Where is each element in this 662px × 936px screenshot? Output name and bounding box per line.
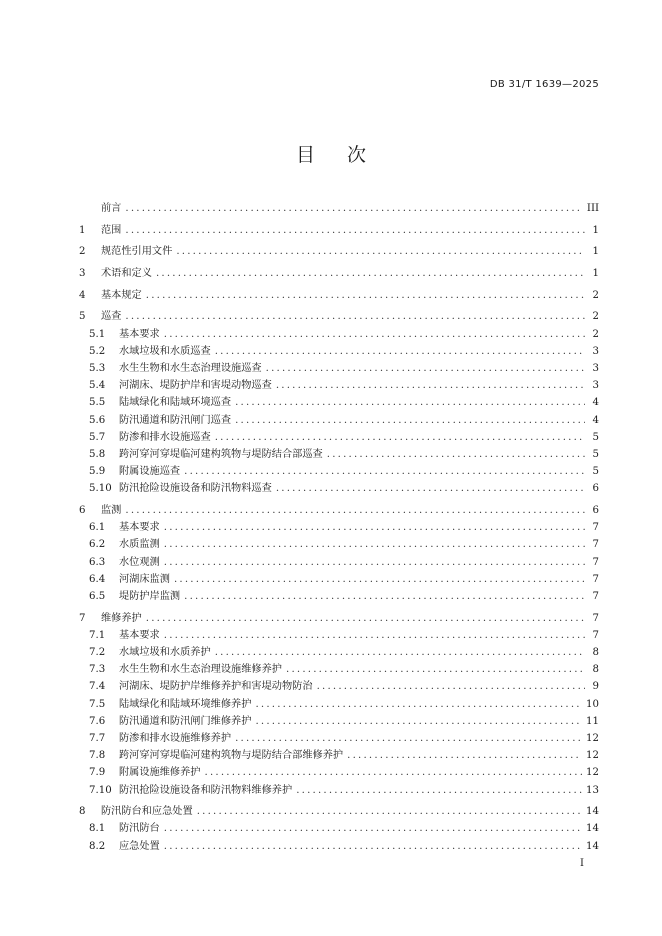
toc-entry-page: 14	[586, 823, 599, 835]
toc-leader-dots	[164, 519, 585, 536]
standard-code: DB 31/T 1639—2025	[489, 79, 599, 90]
toc-entry-number: 5.9	[89, 466, 106, 478]
toc-entry[interactable]	[79, 243, 599, 260]
toc-entry[interactable]	[79, 554, 599, 571]
toc-entry-page: 1	[592, 268, 599, 280]
toc-entry-number: 3	[79, 268, 86, 280]
toc-leader-dots	[235, 730, 582, 747]
toc-entry[interactable]	[79, 412, 599, 429]
toc-leader-dots	[156, 265, 585, 282]
toc-entry[interactable]	[79, 394, 599, 411]
toc-entry-number: 6.4	[89, 573, 106, 585]
toc-entry-title: 防渗和排水设施巡查	[119, 431, 211, 443]
toc-entry-page: 12	[586, 767, 599, 779]
toc-entry-title: 堤防护岸监测	[119, 590, 181, 602]
toc-leader-dots	[266, 360, 585, 377]
toc-entry[interactable]	[79, 360, 599, 377]
toc-entry-page: 1	[592, 246, 599, 258]
toc-leader-dots	[255, 696, 582, 713]
toc-entry-number: 8.1	[89, 823, 106, 835]
toc-entry-number: 6.3	[89, 556, 106, 568]
toc-entry-title: 基本要求	[119, 328, 160, 340]
toc-entry-number: 7.6	[89, 715, 106, 727]
toc-leader-dots	[286, 661, 585, 678]
toc-leader-dots	[215, 343, 585, 360]
toc-entry[interactable]	[79, 480, 599, 497]
toc-entry-number: 7.1	[89, 629, 106, 641]
toc-leader-dots	[197, 803, 582, 820]
toc-entry-page: 5	[592, 431, 599, 443]
toc-leader-dots	[125, 502, 585, 519]
toc-entry-number: 5.6	[89, 414, 106, 426]
toc-entry[interactable]	[79, 287, 599, 304]
toc-entry-title: 防汛抢险设施设备和防汛物料维修养护	[119, 784, 293, 796]
toc-entry[interactable]	[79, 519, 599, 536]
toc-entry-page: 3	[592, 345, 599, 357]
toc-entry[interactable]	[79, 446, 599, 463]
toc-entry-number: 7.4	[89, 681, 106, 693]
toc-entry-number: 6.1	[89, 522, 106, 534]
toc-entry-page: 9	[592, 681, 599, 693]
toc-entry-page: 11	[586, 715, 599, 727]
toc-entry-page: 14	[586, 806, 599, 818]
toc-entry-page: 6	[592, 483, 599, 495]
toc-entry-number: 5.2	[89, 345, 106, 357]
toc-entry-page: III	[586, 203, 599, 214]
toc-entry-title: 附属设施巡查	[119, 466, 181, 478]
toc-entry-page: 4	[592, 414, 599, 426]
toc-entry[interactable]	[79, 713, 599, 730]
toc-entry-number: 6	[79, 505, 86, 516]
table-of-contents	[79, 200, 599, 855]
toc-entry-page: 6	[592, 505, 599, 516]
toc-entry[interactable]	[79, 429, 599, 446]
page-title: 目次	[295, 144, 398, 166]
toc-entry[interactable]	[79, 838, 599, 855]
toc-entry-number: 7.5	[89, 698, 106, 710]
toc-entry[interactable]	[79, 730, 599, 747]
toc-entry-title: 跨河穿河穿堤临河建构筑物与堤防结合部巡查	[119, 448, 323, 460]
toc-entry-title: 防汛抢险设施设备和防汛物料巡查	[119, 483, 272, 495]
toc-entry[interactable]	[79, 764, 599, 781]
toc-entry-title: 水生生物和水生态治理设施维修养护	[119, 664, 282, 676]
toc-entry-title: 术语和定义	[101, 268, 152, 280]
toc-entry[interactable]	[79, 803, 599, 820]
toc-entry-title: 应急处置	[119, 840, 160, 852]
toc-entry-page: 4	[592, 397, 599, 409]
toc-leader-dots	[276, 377, 585, 394]
toc-leader-dots	[184, 463, 585, 480]
toc-entry-number: 5.4	[89, 380, 106, 392]
toc-entry[interactable]	[79, 820, 599, 837]
toc-entry-title: 基本规定	[101, 289, 142, 301]
toc-entry[interactable]	[79, 696, 599, 713]
toc-entry-page: 5	[592, 448, 599, 460]
page-number: I	[580, 858, 584, 869]
toc-entry-title: 防汛通道和防汛闸门维修养护	[119, 715, 252, 727]
toc-leader-dots	[125, 308, 585, 325]
toc-entry-number: 7.7	[89, 732, 106, 744]
toc-entry-number: 5.8	[89, 448, 106, 460]
toc-leader-dots	[215, 429, 585, 446]
toc-entry[interactable]	[79, 265, 599, 282]
toc-leader-dots	[125, 222, 585, 239]
toc-entry-number: 7	[79, 612, 86, 624]
toc-entry-number: 5	[79, 311, 86, 323]
toc-entry-page: 10	[586, 698, 599, 710]
toc-entry-number: 5.7	[89, 431, 106, 443]
toc-entry-number: 1	[79, 224, 86, 236]
toc-entry[interactable]	[79, 463, 599, 480]
toc-leader-dots	[317, 678, 585, 695]
toc-entry-page: 2	[592, 289, 599, 301]
toc-leader-dots	[176, 243, 585, 260]
toc-entry-page: 3	[592, 380, 599, 392]
toc-entry-number: 5.10	[89, 483, 112, 495]
toc-entry-title: 防汛防台和应急处置	[101, 806, 193, 818]
toc-entry[interactable]	[79, 536, 599, 553]
toc-leader-dots	[146, 287, 585, 304]
toc-entry-page: 8	[592, 664, 599, 676]
toc-entry-number: 5.3	[89, 363, 106, 374]
toc-leader-dots	[125, 200, 583, 217]
toc-entry-title: 水域垃圾和水质巡查	[119, 345, 211, 357]
toc-entry-page: 1	[592, 224, 599, 236]
toc-entry-page: 7	[592, 522, 599, 534]
toc-entry-page: 2	[592, 328, 599, 340]
toc-leader-dots	[255, 713, 582, 730]
toc-leader-dots	[347, 747, 582, 764]
toc-leader-dots	[164, 554, 585, 571]
toc-entry-title: 巡查	[101, 311, 122, 323]
toc-entry-page: 12	[586, 732, 599, 744]
toc-entry-number: 7.2	[89, 647, 106, 658]
toc-entry-title: 河湖床、堤防护岸和害堤动物巡查	[119, 380, 272, 392]
toc-entry-page: 7	[592, 556, 599, 568]
toc-entry[interactable]	[79, 502, 599, 519]
toc-entry-number: 4	[79, 289, 86, 301]
toc-entry-title: 陆域绿化和陆域环境巡查	[119, 397, 232, 409]
toc-entry[interactable]	[79, 200, 599, 217]
toc-entry-page: 7	[592, 539, 599, 551]
toc-entry-number: 6.2	[89, 539, 106, 551]
toc-leader-dots	[164, 627, 585, 644]
toc-entry-title: 范围	[101, 224, 122, 236]
toc-entry-title: 河湖床、堤防护岸维修养护和害堤动物防治	[119, 681, 313, 693]
toc-leader-dots	[174, 571, 585, 588]
toc-entry-number: 7.9	[89, 767, 106, 779]
toc-entry[interactable]	[79, 308, 599, 325]
toc-entry-title: 陆域绿化和陆域环境维修养护	[119, 698, 252, 710]
toc-entry-title: 维修养护	[101, 612, 142, 624]
toc-leader-dots	[235, 412, 585, 429]
toc-entry-title: 监测	[101, 505, 122, 516]
toc-entry-title: 防汛防台	[119, 823, 160, 835]
toc-entry[interactable]	[79, 326, 599, 343]
toc-leader-dots	[164, 838, 582, 855]
toc-entry-page: 5	[592, 466, 599, 478]
toc-entry-number: 5.1	[89, 328, 106, 340]
toc-entry-number: 7.8	[89, 750, 106, 762]
toc-entry-page: 2	[592, 311, 599, 323]
toc-entry-title: 防汛通道和防汛闸门巡查	[119, 414, 232, 426]
toc-entry-page: 14	[586, 840, 599, 852]
toc-entry-title: 河湖床监测	[119, 573, 170, 585]
toc-leader-dots	[296, 782, 582, 799]
toc-entry-page: 8	[592, 647, 599, 658]
toc-leader-dots	[164, 820, 582, 837]
toc-entry-title: 水位观测	[119, 556, 160, 568]
toc-entry-page: 3	[592, 363, 599, 374]
toc-entry[interactable]	[79, 678, 599, 695]
toc-entry[interactable]	[79, 661, 599, 678]
toc-leader-dots	[205, 764, 583, 781]
toc-entry-title: 防渗和排水设施维修养护	[119, 732, 232, 744]
toc-leader-dots	[327, 446, 585, 463]
toc-entry[interactable]	[79, 644, 599, 661]
toc-entry-number: 2	[79, 246, 86, 258]
toc-entry-title: 跨河穿河穿堤临河建构筑物与堤防结合部维修养护	[119, 750, 344, 762]
toc-entry-number: 5.5	[89, 397, 106, 409]
toc-entry[interactable]	[79, 222, 599, 239]
toc-entry-number: 7.10	[89, 784, 112, 796]
toc-leader-dots	[215, 644, 585, 661]
toc-entry[interactable]	[79, 627, 599, 644]
toc-entry-title: 附属设施维修养护	[119, 767, 201, 779]
toc-leader-dots	[184, 588, 585, 605]
toc-entry-number: 8	[79, 806, 86, 818]
toc-entry[interactable]	[79, 610, 599, 627]
toc-entry[interactable]	[79, 343, 599, 360]
toc-entry-title: 基本要求	[119, 629, 160, 641]
toc-entry-number: 8.2	[89, 840, 106, 852]
toc-leader-dots	[164, 326, 585, 343]
toc-entry-page: 7	[592, 629, 599, 641]
toc-entry-page: 7	[592, 590, 599, 602]
toc-entry[interactable]	[79, 588, 599, 605]
toc-entry-page: 12	[586, 750, 599, 762]
toc-entry-title: 前言	[101, 203, 122, 214]
toc-leader-dots	[235, 394, 585, 411]
toc-entry-title: 基本要求	[119, 522, 160, 534]
toc-entry-page: 7	[592, 612, 599, 624]
toc-entry[interactable]	[79, 782, 599, 799]
toc-entry[interactable]	[79, 377, 599, 394]
toc-leader-dots	[164, 536, 585, 553]
toc-entry-title: 规范性引用文件	[101, 246, 173, 258]
toc-entry-title: 水域垃圾和水质养护	[119, 647, 211, 658]
toc-leader-dots	[276, 480, 585, 497]
toc-entry[interactable]	[79, 747, 599, 764]
toc-entry-title: 水质监测	[119, 539, 160, 551]
toc-entry-page: 7	[592, 573, 599, 585]
toc-leader-dots	[146, 610, 585, 627]
toc-entry-number: 6.5	[89, 590, 106, 602]
toc-entry-number: 7.3	[89, 664, 106, 676]
toc-entry-title: 水生生物和水生态治理设施巡查	[119, 363, 262, 374]
toc-entry[interactable]	[79, 571, 599, 588]
toc-entry-page: 13	[586, 784, 599, 796]
